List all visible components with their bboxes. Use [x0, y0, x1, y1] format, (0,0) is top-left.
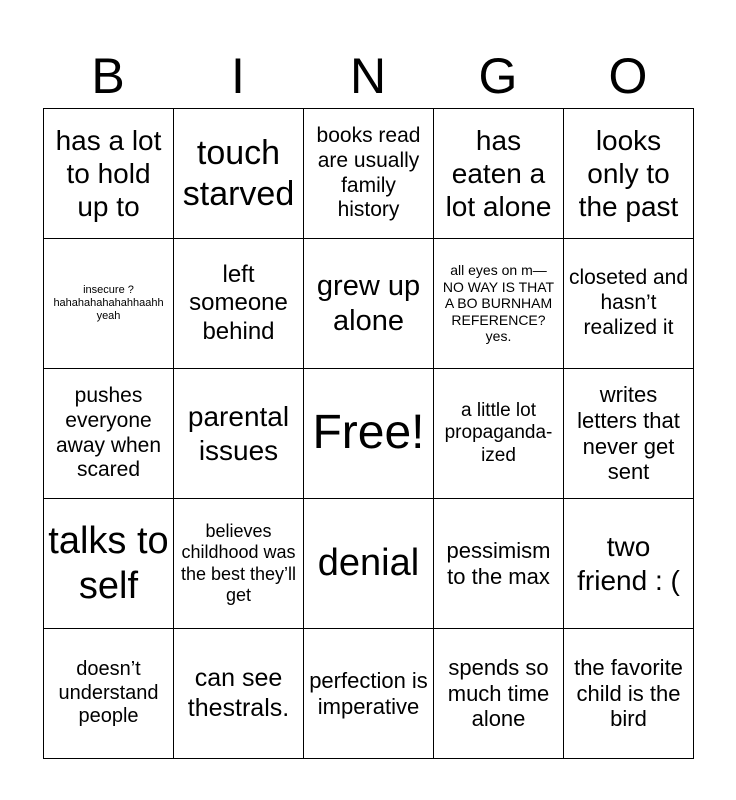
- cell-text: the favorite child is the bird: [574, 654, 683, 732]
- bingo-cell[interactable]: [564, 109, 694, 239]
- cell-text: spends so much time alone: [447, 654, 550, 732]
- bingo-row: [44, 239, 694, 369]
- bingo-cell[interactable]: [44, 369, 174, 499]
- bingo-cell[interactable]: [44, 499, 174, 629]
- bingo-cell[interactable]: [304, 629, 434, 759]
- bingo-cell[interactable]: [564, 369, 694, 499]
- cell-text: a little lot propaganda-ized: [444, 399, 553, 466]
- bingo-cell[interactable]: [44, 629, 174, 759]
- bingo-cell[interactable]: [304, 239, 434, 369]
- bingo-row: [44, 629, 694, 759]
- bingo-cell[interactable]: [304, 499, 434, 629]
- cell-text: pushes everyone away when scared: [55, 383, 162, 482]
- bingo-cell[interactable]: [564, 499, 694, 629]
- cell-text: has a lot to hold up to: [55, 124, 162, 223]
- bingo-header: [43, 44, 693, 108]
- bingo-cell[interactable]: [434, 239, 564, 369]
- bingo-row: [44, 369, 694, 499]
- cell-text: grew up alone: [316, 270, 421, 337]
- cell-text: touch starved: [182, 134, 295, 213]
- bingo-cell[interactable]: [564, 629, 694, 759]
- bingo-cell[interactable]: [304, 109, 434, 239]
- bingo-cell[interactable]: [564, 239, 694, 369]
- bingo-cell[interactable]: [434, 629, 564, 759]
- bingo-card-grid: [43, 108, 694, 759]
- bingo-cell[interactable]: [174, 109, 304, 239]
- cell-text: doesn’t understand people: [58, 658, 159, 728]
- bingo-cell[interactable]: [174, 629, 304, 759]
- cell-text: left someone behind: [189, 261, 288, 345]
- cell-text: pessimism to the max: [446, 537, 551, 589]
- header-letter-i: I: [231, 48, 245, 104]
- cell-text: all eyes on m— NO WAY IS THAT A BO BURNHAM REFERENCE? yes.: [442, 262, 555, 345]
- cell-text: can see thestrals.: [187, 664, 290, 722]
- cell-text: has eaten a lot alone: [445, 124, 552, 223]
- bingo-row: [44, 109, 694, 239]
- header-letter-o: O: [608, 48, 648, 104]
- bingo-cell[interactable]: [434, 499, 564, 629]
- bingo-cell[interactable]: [44, 239, 174, 369]
- bingo-cell[interactable]: [434, 109, 564, 239]
- bingo-cell[interactable]: [174, 239, 304, 369]
- cell-text: parental issues: [187, 401, 290, 466]
- bingo-cell[interactable]: [174, 369, 304, 499]
- cell-text: insecure ? hahahahahahahhaahh yeah: [53, 284, 164, 322]
- bingo-cell[interactable]: [174, 499, 304, 629]
- cell-text: talks to self: [48, 519, 169, 607]
- cell-text: books read are usually family history: [316, 123, 421, 222]
- header-letter-n: N: [349, 48, 387, 104]
- cell-text: perfection is imperative: [309, 667, 428, 719]
- bingo-row: [44, 499, 694, 629]
- cell-text: believes childhood was the best they’ll get: [180, 521, 297, 605]
- cell-text: two friend : (: [577, 531, 680, 596]
- header-letter-g: G: [478, 48, 518, 104]
- cell-text: closeted and hasn’t realized it: [568, 266, 689, 339]
- cell-text: denial: [317, 542, 420, 585]
- free-space-label: Free!: [312, 406, 425, 460]
- bingo-cell[interactable]: [434, 369, 564, 499]
- bingo-cell[interactable]: [44, 109, 174, 239]
- cell-text: writes letters that never get sent: [577, 381, 680, 485]
- cell-text: looks only to the past: [578, 124, 679, 223]
- header-letter-b: B: [91, 48, 125, 104]
- free-space-cell[interactable]: [304, 369, 434, 499]
